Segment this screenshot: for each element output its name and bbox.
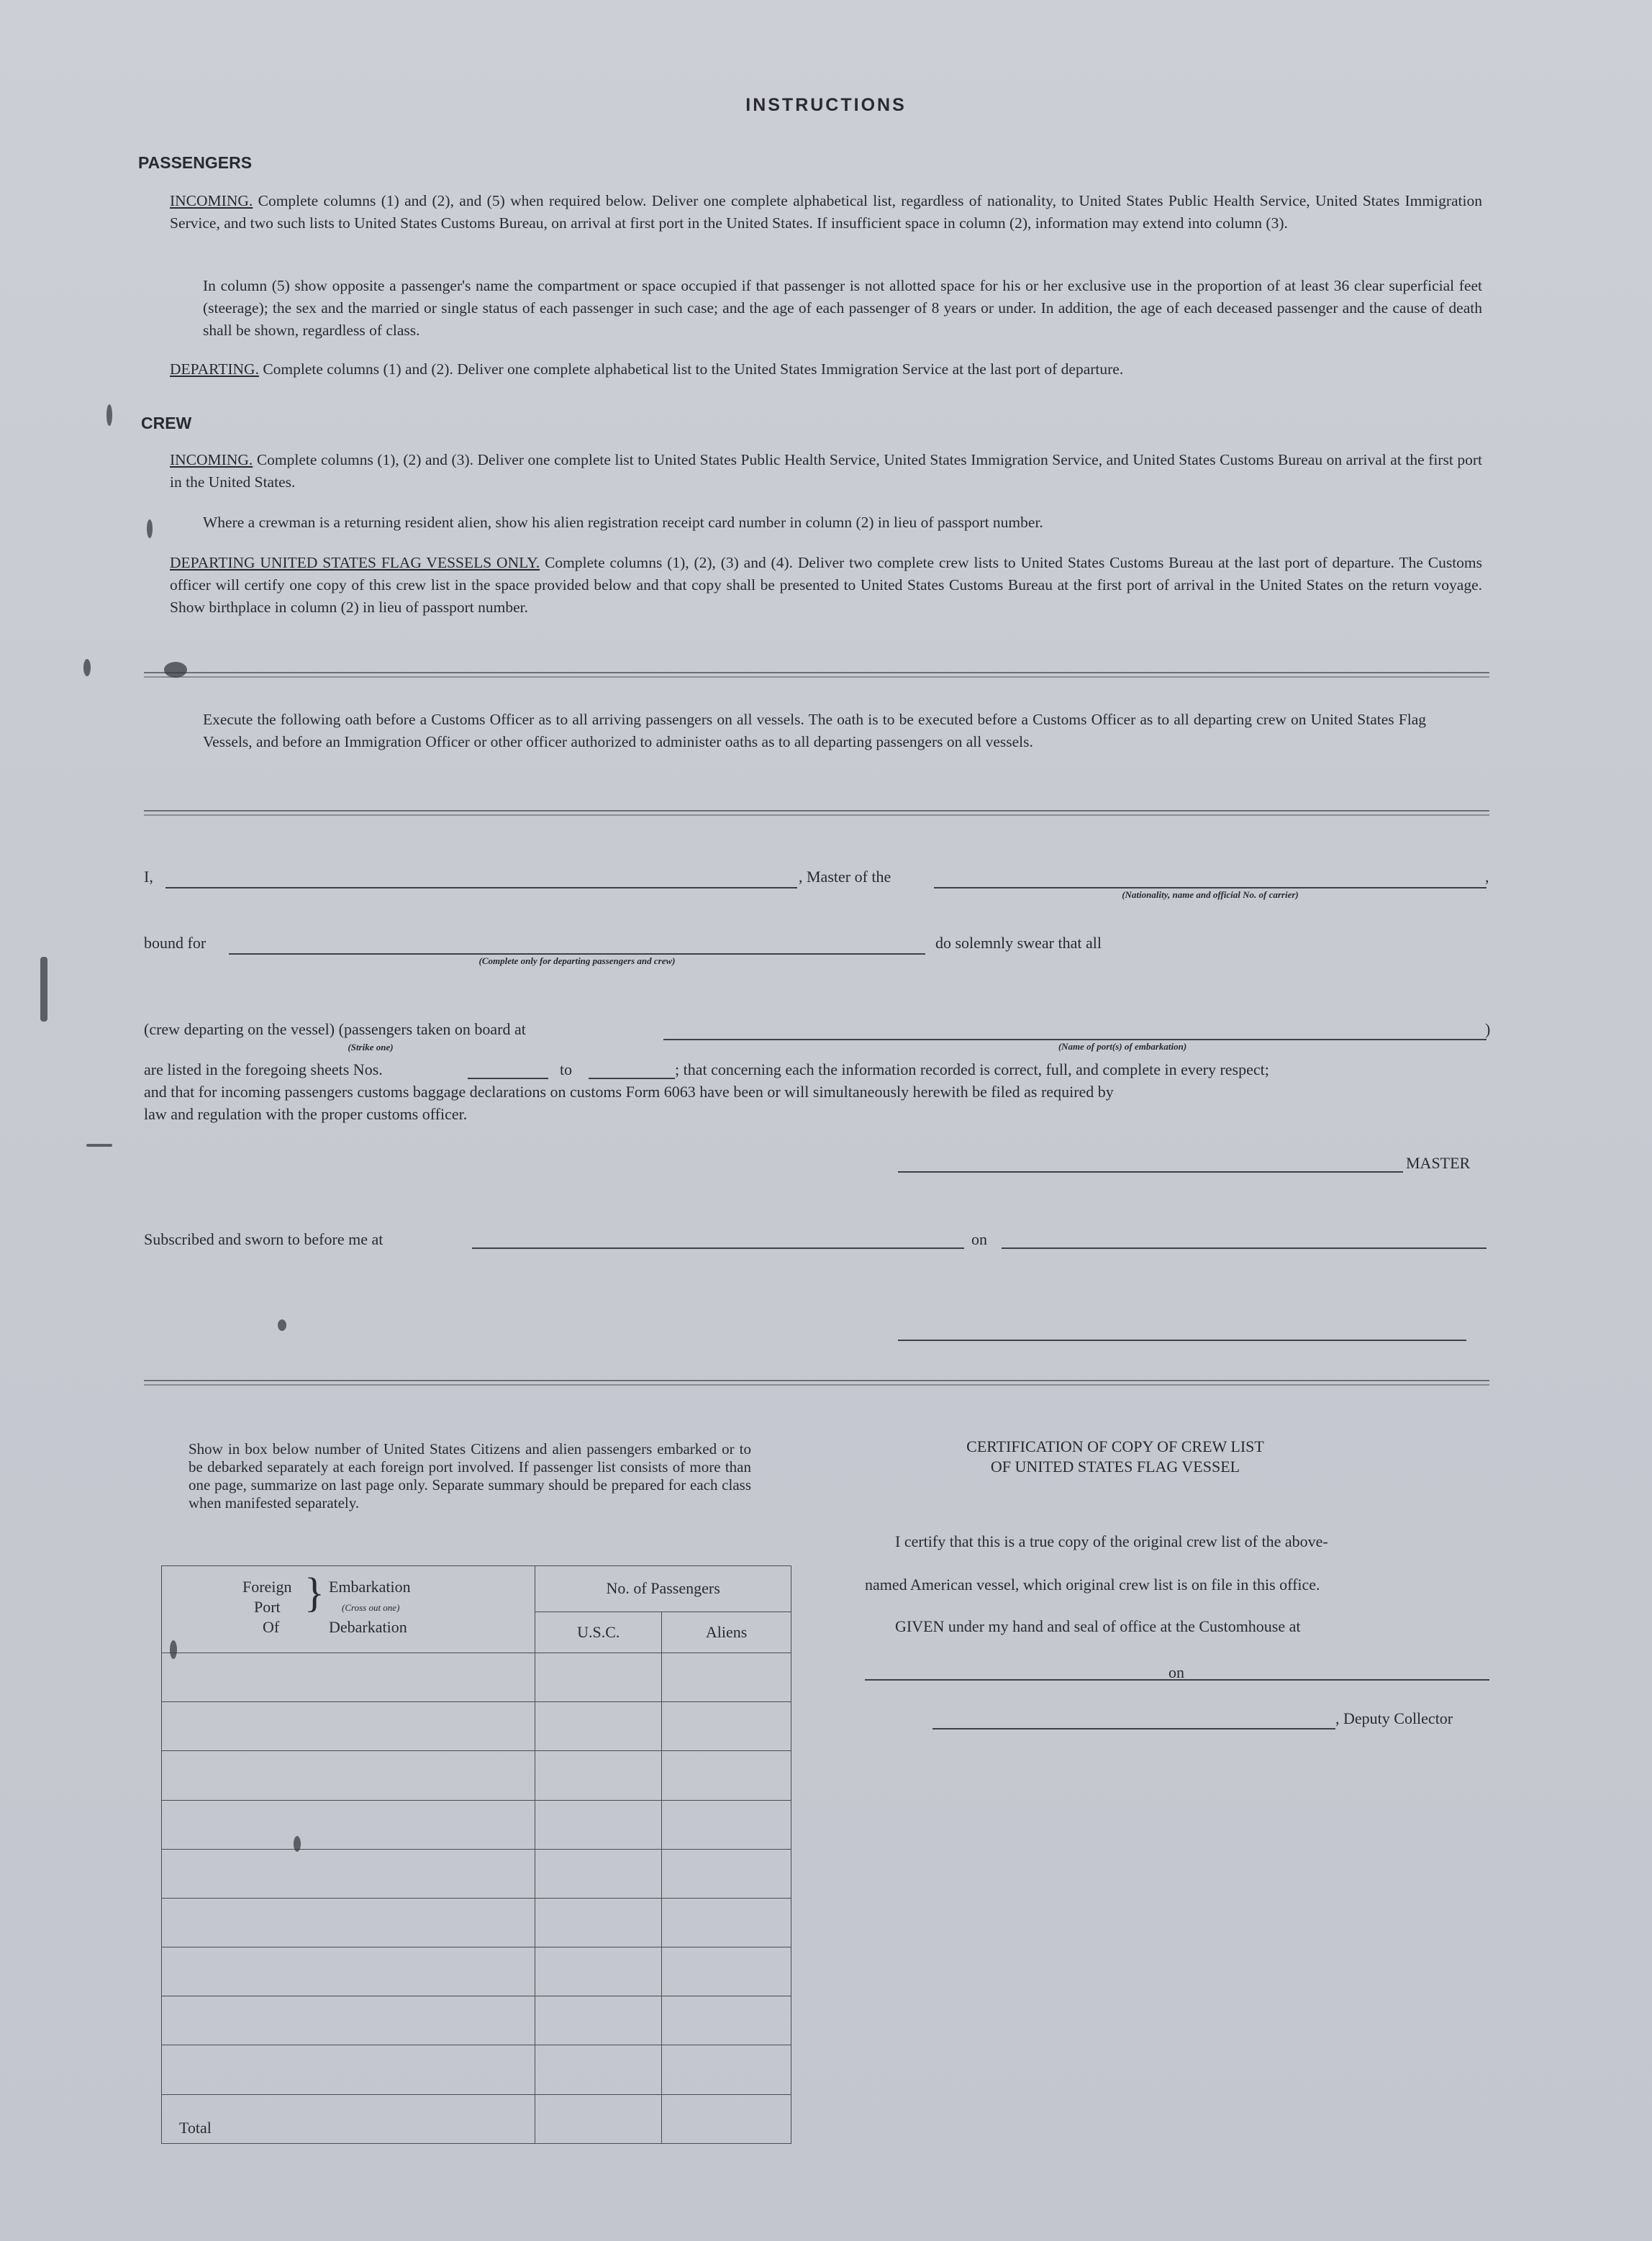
deputy-signature-field[interactable] (932, 1728, 1335, 1729)
bound-for-label: bound for (144, 934, 206, 952)
table-row-aliens[interactable] (662, 2045, 791, 2094)
crew-departing-paragraph (170, 552, 1482, 619)
table-row-aliens[interactable] (662, 1898, 791, 1947)
ink-smudge (170, 1640, 177, 1659)
table-row-port[interactable] (162, 1800, 535, 1849)
listed-baggage-text: and that for incoming passengers customs baggage declarations on customs Form 6063 have been or will simultaneously herewith be filed as required by (144, 1083, 1114, 1101)
table-row-aliens[interactable] (662, 1996, 791, 2045)
table-row-usc[interactable] (535, 1996, 662, 2045)
sworn-on-label: on (971, 1230, 987, 1248)
ports-caption: (Name of port(s) of embarkation) (1058, 1041, 1187, 1052)
oath-instruction-paragraph: Execute the following oath before a Customs Officer as to all arriving passengers on all vessels. The oath is to be executed before a Customs Officer as to all departing crew on United States Flag Vessels, and before an Immigration Officer or other officer authorized to administer oaths as to all departing passengers on all vessels. (203, 711, 1426, 750)
master-label: MASTER (1406, 1154, 1471, 1172)
table-row-port[interactable] (162, 1996, 535, 2045)
listed-to-label: to (560, 1060, 573, 1078)
table-row-port[interactable] (162, 1849, 535, 1898)
carrier-comma: , (1485, 868, 1489, 886)
listed-sheets-label: are listed in the foregoing sheets Nos. (144, 1060, 383, 1078)
deputy-collector-label: , Deputy Collector (1335, 1709, 1453, 1727)
listed-law-text: law and regulation with the proper customs officer. (144, 1105, 468, 1123)
table-row-port[interactable] (162, 1751, 535, 1800)
strike-one-caption: (Strike one) (348, 1042, 394, 1053)
crew-departing-label: (crew departing on the vessel) (passengers taken on board at (144, 1020, 526, 1038)
sheets-from-field[interactable] (468, 1078, 548, 1079)
subscribed-label: Subscribed and sworn to before me at (144, 1230, 384, 1248)
lower-divider (144, 1380, 1489, 1386)
section-divider (144, 672, 1489, 678)
certification-on-label: on (1168, 1663, 1184, 1681)
table-row-port[interactable] (162, 1702, 535, 1751)
sheets-to-field[interactable] (589, 1078, 675, 1079)
table-row-port[interactable] (162, 2045, 535, 2094)
certification-date-field[interactable] (1196, 1679, 1489, 1681)
ink-smudge (40, 957, 47, 1022)
table-row-aliens[interactable] (662, 1702, 791, 1751)
officer-signature-field[interactable] (898, 1340, 1466, 1341)
master-signature-field[interactable] (898, 1171, 1403, 1173)
brace-icon: } (304, 1569, 324, 1616)
ink-smudge (147, 519, 153, 538)
total-aliens[interactable] (662, 2094, 791, 2143)
ink-smudge (86, 1144, 112, 1147)
passengers-departing-paragraph (170, 358, 1482, 381)
table-row-port[interactable] (162, 1947, 535, 1996)
embarkation-ports-field[interactable] (663, 1039, 1487, 1040)
passengers-departing-text: Complete columns (1) and (2). Deliver one complete alphabetical list to the United States Immigration Service at the last port of departure. (263, 360, 1124, 378)
table-row-usc[interactable] (535, 1947, 662, 1996)
table-row-usc[interactable] (535, 1653, 662, 1701)
table-row-usc[interactable] (535, 1849, 662, 1898)
ink-smudge (83, 659, 91, 676)
certification-line-2: named American vessel, which original crew list is on file in this office. (865, 1576, 1320, 1594)
table-row-aliens[interactable] (662, 1653, 791, 1701)
certification-heading-2: OF UNITED STATES FLAG VESSEL (990, 1458, 1240, 1476)
bound-for-field[interactable] (229, 953, 925, 955)
embarkation-label: Embarkation (329, 1578, 411, 1596)
listed-concerning-text: ; that concerning each the information recorded is correct, full, and complete in every respect; (675, 1060, 1269, 1078)
crew-incoming-lead: INCOMING. (170, 451, 253, 468)
table-row-aliens[interactable] (662, 1751, 791, 1800)
total-label: Total (162, 2094, 535, 2143)
ink-smudge (106, 404, 112, 426)
crew-resident-paragraph: Where a crewman is a returning resident alien, show his alien registration receipt card number in column (2) in lieu of passport number. (203, 514, 1043, 531)
sworn-date-field[interactable] (1002, 1247, 1487, 1249)
page-title: INSTRUCTIONS (745, 95, 907, 115)
carrier-field[interactable] (934, 887, 1487, 888)
table-row-port[interactable] (162, 1898, 535, 1947)
total-usc[interactable] (535, 2094, 662, 2143)
crew-incoming-text: Complete columns (1), (2) and (3). Deliver one complete list to United States Public Health Service, United States Immigration Service, and United States Customs Bureau on arrival at the first port in the United States. (170, 451, 1482, 491)
usc-header: U.S.C. (535, 1612, 662, 1653)
cross-out-caption: (Cross out one) (342, 1602, 400, 1613)
table-row-aliens[interactable] (662, 1849, 791, 1898)
crew-departing-lead: DEPARTING UNITED STATES FLAG VESSELS ONLY. (170, 554, 540, 571)
certification-line-1: I certify that this is a true copy of the original crew list of the above- (895, 1532, 1328, 1550)
port-header-cell (162, 1566, 535, 1653)
master-of-the-label: , Master of the (799, 868, 891, 886)
crew-heading: CREW (141, 414, 192, 432)
customhouse-field[interactable] (865, 1679, 1202, 1681)
passengers-incoming-lead: INCOMING. (170, 192, 253, 209)
sworn-place-field[interactable] (472, 1247, 964, 1249)
crew-incoming-paragraph (170, 449, 1482, 494)
certification-heading-1: CERTIFICATION OF COPY OF CREW LIST (966, 1437, 1264, 1455)
ink-smudge (164, 662, 187, 678)
no-of-passengers-header: No. of Passengers (535, 1566, 791, 1612)
table-row-usc[interactable] (535, 1800, 662, 1849)
passengers-incoming-paragraph (170, 190, 1482, 235)
port-label: Port (254, 1598, 281, 1616)
summary-instruction: Show in box below number of United States Citizens and alien passengers embarked or to be debarked separately at each foreign port involved. If passenger list consists of more than one page, summarize on last page only. Separate summary should be prepared for each class when manifested separately. (189, 1440, 751, 1512)
table-row-usc[interactable] (535, 1751, 662, 1800)
nationality-caption: (Nationality, name and official No. of carrier) (1122, 889, 1299, 900)
ink-smudge (294, 1836, 301, 1852)
passengers-column5-paragraph: In column (5) show opposite a passenger's name the compartment or space occupied if that passenger is not allotted space for his or her exclusive use in the proportion of at least 36 clear superficial feet (steerage); the sex and the married or single status of each passenger in such case; and the age of each passenger of 8 years or under. In addition, the age of each deceased passenger and the cause of death shall be shown, regardless of class. (203, 277, 1482, 339)
table-row-usc[interactable] (535, 1702, 662, 1751)
table-row-usc[interactable] (535, 2045, 662, 2094)
oath-i-label: I, (144, 868, 153, 886)
table-row-usc[interactable] (535, 1898, 662, 1947)
do-swear-label: do solemnly swear that all (935, 934, 1102, 952)
foreign-label: Foreign (242, 1578, 292, 1596)
passengers-heading: PASSENGERS (138, 153, 253, 172)
complete-only-caption: (Complete only for departing passengers and crew) (478, 955, 676, 966)
oath-divider (144, 810, 1489, 816)
crew-departing-text: Complete columns (1), (2), (3) and (4). Deliver two complete crew lists to United States Customs Bureau at the last port of departure. The Customs officer will certify one copy of this crew list in the space provided below and that copy shall be presented to United States Customs Bureau at the first port of arrival in the United States on the return voyage. Show birthplace in column (2) in lieu of passport number. (170, 554, 1483, 616)
close-paren: ) (1485, 1020, 1491, 1038)
table-row-port[interactable] (162, 1653, 535, 1701)
aliens-header: Aliens (662, 1612, 791, 1653)
ink-smudge (278, 1319, 286, 1331)
debarkation-label: Debarkation (329, 1618, 407, 1636)
passengers-incoming-text: Complete columns (1) and (2), and (5) when required below. Deliver one complete alphabetical list, regardless of nationality, to United States Public Health Service, United States Immigration Service, and two such lists to United States Customs Bureau, on arrival at first port in the United States. If insufficient space in column (2), information may extend into column (3). (170, 192, 1483, 232)
certification-line-3: GIVEN under my hand and seal of office at the Customhouse at (895, 1617, 1301, 1635)
of-label: Of (263, 1618, 280, 1636)
table-row-aliens[interactable] (662, 1800, 791, 1849)
master-name-field[interactable] (165, 887, 797, 888)
table-row-aliens[interactable] (662, 1947, 791, 1996)
passenger-summary-table (161, 1565, 791, 2144)
passengers-departing-lead: DEPARTING. (170, 360, 259, 378)
